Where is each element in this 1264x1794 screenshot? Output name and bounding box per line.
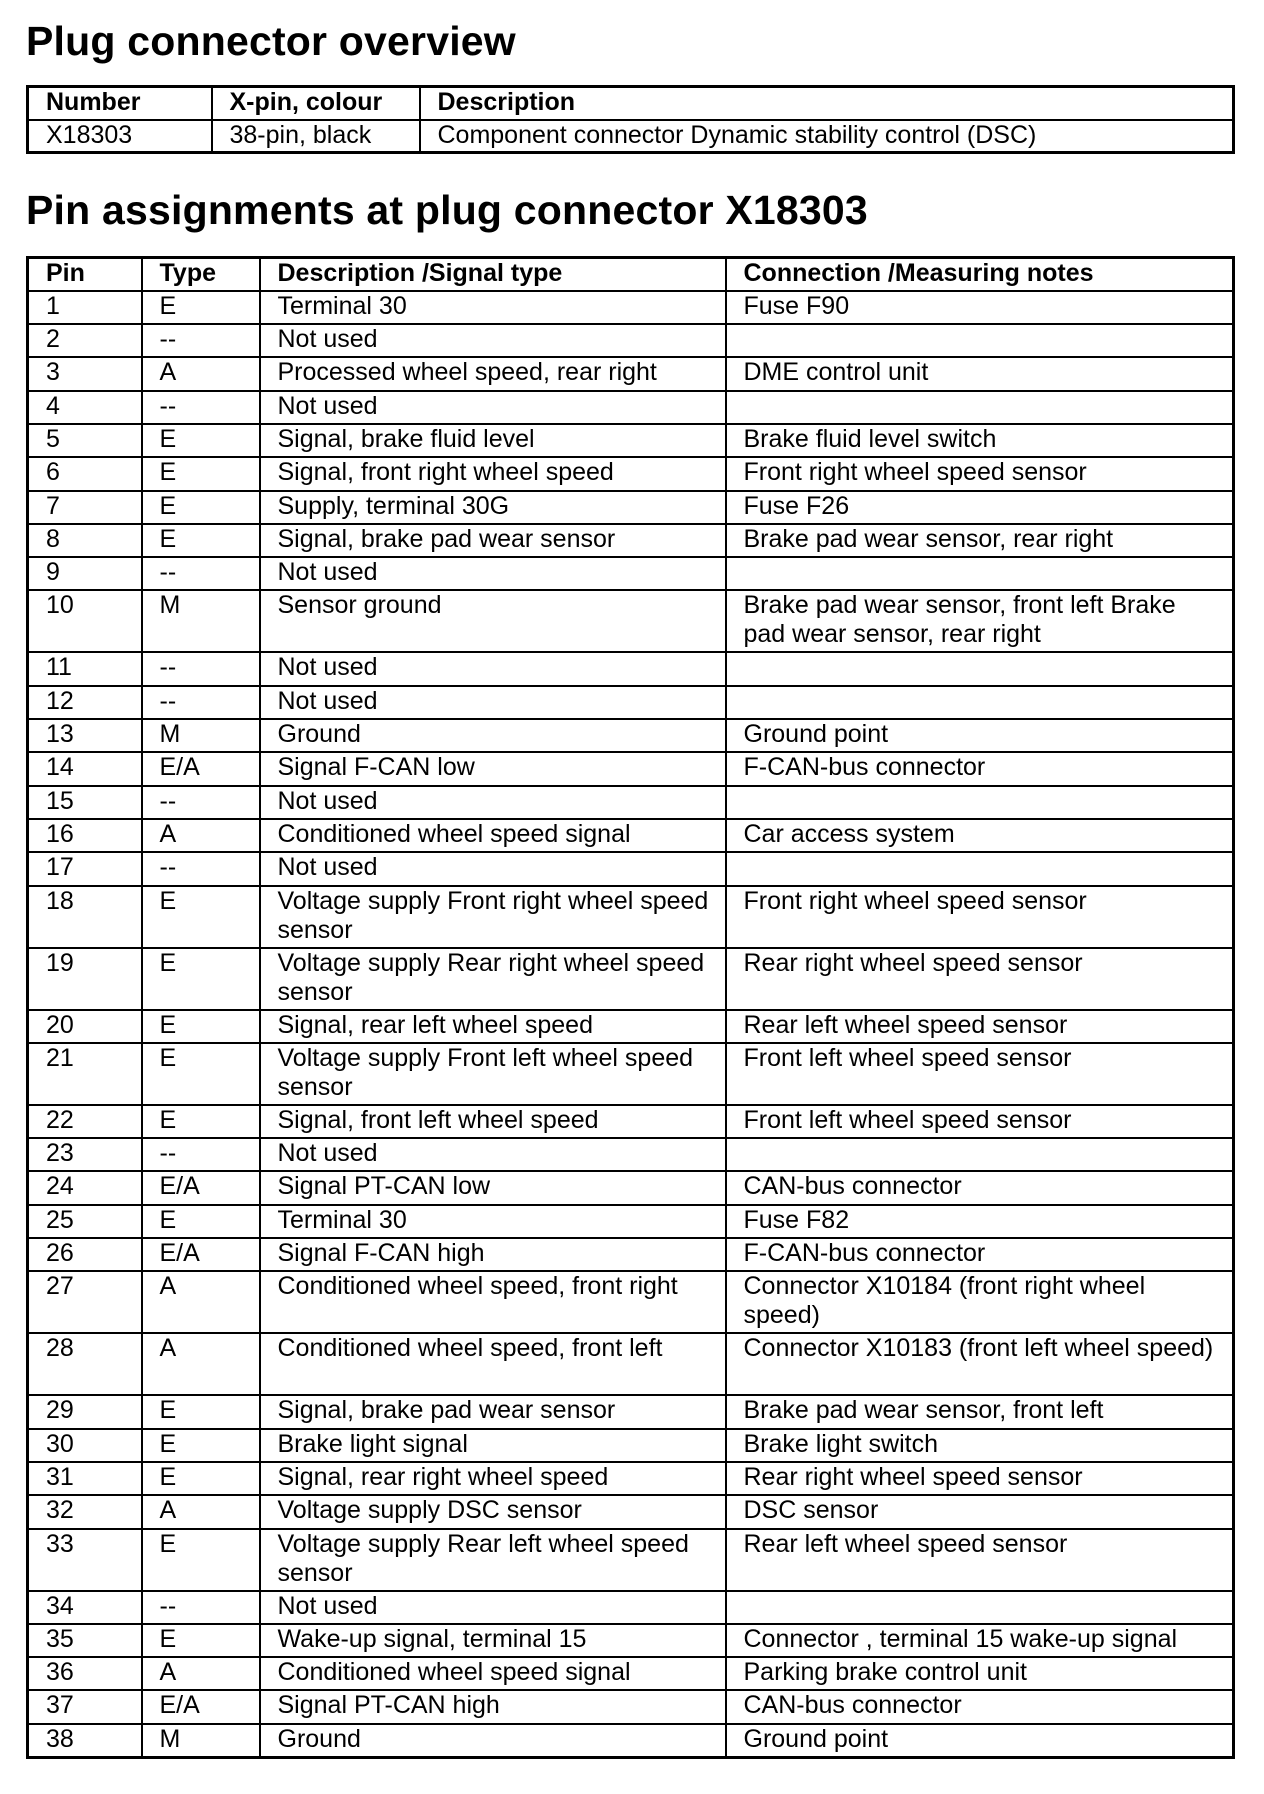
pin-row (28, 590, 1234, 652)
pin-connection-notes: Front right wheel speed sensor (726, 457, 1234, 490)
pin-row (28, 1462, 1234, 1495)
pin-number: 21 (28, 1043, 142, 1105)
connector-number: X18303 (28, 120, 212, 153)
pin-row (28, 948, 1234, 1010)
pin-row (28, 424, 1234, 457)
pin-connection-notes: Fuse F82 (726, 1205, 1234, 1238)
pin-type: A (142, 1333, 260, 1395)
pin-connection-notes (726, 652, 1234, 685)
pin-row (28, 1238, 1234, 1271)
pin-signal-description: Not used (260, 391, 726, 424)
pin-signal-description: Not used (260, 852, 726, 885)
pin-number: 9 (28, 557, 142, 590)
pin-signal-description: Signal, brake pad wear sensor (260, 1395, 726, 1428)
pin-number: 16 (28, 819, 142, 852)
pin-connection-notes: Rear right wheel speed sensor (726, 1462, 1234, 1495)
pin-signal-description: Not used (260, 324, 726, 357)
pin-signal-description: Signal, front left wheel speed (260, 1105, 726, 1138)
pin-signal-description: Conditioned wheel speed signal (260, 819, 726, 852)
pin-signal-description: Processed wheel speed, rear right (260, 357, 726, 390)
pin-row (28, 1333, 1234, 1395)
pin-header-row (28, 258, 1234, 291)
pin-row (28, 852, 1234, 885)
pin-connection-notes (726, 686, 1234, 719)
pin-signal-description: Terminal 30 (260, 1205, 726, 1238)
pin-connection-notes (726, 557, 1234, 590)
pin-type: E (142, 1043, 260, 1105)
pin-signal-description: Not used (260, 1591, 726, 1624)
connector-pins-colour: 38-pin, black (212, 120, 420, 153)
pin-row (28, 1205, 1234, 1238)
header-description: Description (420, 87, 1234, 120)
pin-signal-description: Signal F-CAN low (260, 752, 726, 785)
pin-connection-notes: Car access system (726, 819, 1234, 852)
pin-row (28, 1724, 1234, 1757)
pin-number: 13 (28, 719, 142, 752)
pin-signal-description: Signal, brake fluid level (260, 424, 726, 457)
pin-type: E (142, 1429, 260, 1462)
overview-title: Plug connector overview (26, 18, 516, 64)
pin-signal-description: Signal PT-CAN high (260, 1690, 726, 1723)
pin-connection-notes: Front left wheel speed sensor (726, 1105, 1234, 1138)
pin-connection-notes: Brake pad wear sensor, front left Brake pad wear sensor, rear right (726, 590, 1234, 652)
pin-row (28, 324, 1234, 357)
header-type: Type (142, 258, 260, 291)
pin-connection-notes: Brake pad wear sensor, rear right (726, 524, 1234, 557)
pin-signal-description: Supply, terminal 30G (260, 491, 726, 524)
pin-row (28, 819, 1234, 852)
pin-row (28, 652, 1234, 685)
pin-row (28, 557, 1234, 590)
pin-number: 10 (28, 590, 142, 652)
pin-connection-notes: CAN-bus connector (726, 1171, 1234, 1204)
pin-signal-description: Signal F-CAN high (260, 1238, 726, 1271)
pin-connection-notes: Connector X10184 (front right wheel speed) (726, 1271, 1234, 1333)
pin-row (28, 1105, 1234, 1138)
pin-connection-notes: Connector X10183 (front left wheel speed) (726, 1333, 1234, 1395)
pin-connection-notes (726, 391, 1234, 424)
pin-type: E (142, 291, 260, 324)
pin-connection-notes: Fuse F26 (726, 491, 1234, 524)
pin-row (28, 1138, 1234, 1171)
pin-number: 26 (28, 1238, 142, 1271)
pin-number: 17 (28, 852, 142, 885)
pin-connection-notes (726, 786, 1234, 819)
pin-type: E (142, 948, 260, 1010)
pin-row (28, 1657, 1234, 1690)
pin-type: E (142, 524, 260, 557)
pin-number: 1 (28, 291, 142, 324)
pin-type: -- (142, 652, 260, 685)
pin-number: 11 (28, 652, 142, 685)
pin-connection-notes: Fuse F90 (726, 291, 1234, 324)
pin-signal-description: Terminal 30 (260, 291, 726, 324)
pin-row (28, 1395, 1234, 1428)
pin-number: 15 (28, 786, 142, 819)
pin-number: 2 (28, 324, 142, 357)
pin-type: -- (142, 1138, 260, 1171)
header-xpin-colour: X-pin, colour (212, 87, 420, 120)
pin-signal-description: Signal, rear right wheel speed (260, 1462, 726, 1495)
pin-type: E (142, 1205, 260, 1238)
pin-number: 31 (28, 1462, 142, 1495)
header-connection-notes: Connection /Measuring notes (726, 258, 1234, 291)
pin-type: -- (142, 686, 260, 719)
pin-signal-description: Conditioned wheel speed, front right (260, 1271, 726, 1333)
pin-signal-description: Voltage supply Front left wheel speed sensor (260, 1043, 726, 1105)
pin-type: -- (142, 324, 260, 357)
pin-row (28, 391, 1234, 424)
pin-number: 24 (28, 1171, 142, 1204)
pin-type: A (142, 819, 260, 852)
pin-number: 4 (28, 391, 142, 424)
pin-connection-notes: Connector , terminal 15 wake-up signal (726, 1624, 1234, 1657)
pin-row (28, 1171, 1234, 1204)
pin-type: E/A (142, 1690, 260, 1723)
pin-row (28, 1529, 1234, 1591)
pin-signal-description: Not used (260, 686, 726, 719)
pin-connection-notes: Front right wheel speed sensor (726, 886, 1234, 948)
pin-connection-notes: Rear left wheel speed sensor (726, 1010, 1234, 1043)
pin-number: 29 (28, 1395, 142, 1428)
pin-number: 12 (28, 686, 142, 719)
pin-type: A (142, 1495, 260, 1528)
pin-connection-notes: Front left wheel speed sensor (726, 1043, 1234, 1105)
pin-number: 7 (28, 491, 142, 524)
pin-type: E (142, 457, 260, 490)
pin-signal-description: Signal, rear left wheel speed (260, 1010, 726, 1043)
pin-type: E/A (142, 1238, 260, 1271)
pin-number: 30 (28, 1429, 142, 1462)
pin-signal-description: Voltage supply Rear right wheel speed sensor (260, 948, 726, 1010)
pin-signal-description: Not used (260, 557, 726, 590)
pin-type: E/A (142, 752, 260, 785)
header-signal-description: Description /Signal type (260, 258, 726, 291)
pin-signal-description: Conditioned wheel speed, front left (260, 1333, 726, 1395)
header-number: Number (28, 87, 212, 120)
pin-row (28, 1271, 1234, 1333)
pin-type: E (142, 1624, 260, 1657)
pin-type: E (142, 1529, 260, 1591)
pin-signal-description: Signal, front right wheel speed (260, 457, 726, 490)
pin-row (28, 1690, 1234, 1723)
pin-assignments-title: Pin assignments at plug connector X18303 (26, 187, 868, 233)
pin-signal-description: Voltage supply Front right wheel speed sensor (260, 886, 726, 948)
pin-number: 34 (28, 1591, 142, 1624)
pin-connection-notes: F-CAN-bus connector (726, 752, 1234, 785)
pin-type: -- (142, 557, 260, 590)
pin-type: M (142, 1724, 260, 1757)
pin-signal-description: Not used (260, 652, 726, 685)
pin-signal-description: Sensor ground (260, 590, 726, 652)
pin-connection-notes: Ground point (726, 1724, 1234, 1757)
pin-type: A (142, 1271, 260, 1333)
pin-type: E (142, 886, 260, 948)
pin-row (28, 786, 1234, 819)
pin-row (28, 491, 1234, 524)
pin-number: 22 (28, 1105, 142, 1138)
pin-connection-notes (726, 324, 1234, 357)
pin-type: E (142, 424, 260, 457)
pin-number: 18 (28, 886, 142, 948)
pin-signal-description: Signal, brake pad wear sensor (260, 524, 726, 557)
pin-type: M (142, 590, 260, 652)
pin-connection-notes: CAN-bus connector (726, 1690, 1234, 1723)
pin-connection-notes (726, 1591, 1234, 1624)
pin-number: 28 (28, 1333, 142, 1395)
pin-type: -- (142, 786, 260, 819)
pin-row (28, 1591, 1234, 1624)
pin-number: 19 (28, 948, 142, 1010)
pin-connection-notes (726, 1138, 1234, 1171)
pin-type: M (142, 719, 260, 752)
overview-row (28, 120, 1234, 153)
pin-row (28, 357, 1234, 390)
pin-row (28, 1495, 1234, 1528)
pin-signal-description: Voltage supply DSC sensor (260, 1495, 726, 1528)
pin-connection-notes: Rear right wheel speed sensor (726, 948, 1234, 1010)
pin-number: 20 (28, 1010, 142, 1043)
pin-type: -- (142, 852, 260, 885)
pin-number: 23 (28, 1138, 142, 1171)
pin-row (28, 1624, 1234, 1657)
pin-row (28, 886, 1234, 948)
pin-row (28, 1043, 1234, 1105)
pin-signal-description: Not used (260, 1138, 726, 1171)
pin-signal-description: Wake-up signal, terminal 15 (260, 1624, 726, 1657)
pin-number: 33 (28, 1529, 142, 1591)
pin-row (28, 719, 1234, 752)
pin-type: E (142, 1010, 260, 1043)
pin-number: 38 (28, 1724, 142, 1757)
pin-signal-description: Signal PT-CAN low (260, 1171, 726, 1204)
pin-row (28, 457, 1234, 490)
pin-row (28, 524, 1234, 557)
pin-number: 6 (28, 457, 142, 490)
pin-type: -- (142, 391, 260, 424)
pin-type: A (142, 1657, 260, 1690)
connector-overview-table (26, 85, 1235, 154)
pin-number: 8 (28, 524, 142, 557)
pin-number: 3 (28, 357, 142, 390)
pin-type: E (142, 1395, 260, 1428)
pin-connection-notes (726, 852, 1234, 885)
pin-type: A (142, 357, 260, 390)
header-pin: Pin (28, 258, 142, 291)
pin-number: 37 (28, 1690, 142, 1723)
pin-number: 25 (28, 1205, 142, 1238)
pin-number: 5 (28, 424, 142, 457)
pin-assignments-table (26, 256, 1235, 1759)
pin-connection-notes: DME control unit (726, 357, 1234, 390)
pin-signal-description: Brake light signal (260, 1429, 726, 1462)
pin-connection-notes: Ground point (726, 719, 1234, 752)
pin-signal-description: Conditioned wheel speed signal (260, 1657, 726, 1690)
pin-number: 35 (28, 1624, 142, 1657)
pin-row (28, 1010, 1234, 1043)
overview-header-row (28, 87, 1234, 120)
pin-signal-description: Voltage supply Rear left wheel speed sensor (260, 1529, 726, 1591)
pin-row (28, 752, 1234, 785)
pin-connection-notes: Brake fluid level switch (726, 424, 1234, 457)
pin-connection-notes: Brake light switch (726, 1429, 1234, 1462)
pin-number: 32 (28, 1495, 142, 1528)
pin-number: 14 (28, 752, 142, 785)
pin-number: 36 (28, 1657, 142, 1690)
pin-row (28, 686, 1234, 719)
pin-connection-notes: F-CAN-bus connector (726, 1238, 1234, 1271)
pin-connection-notes: Brake pad wear sensor, front left (726, 1395, 1234, 1428)
pin-type: -- (142, 1591, 260, 1624)
pin-signal-description: Ground (260, 1724, 726, 1757)
pin-connection-notes: Rear left wheel speed sensor (726, 1529, 1234, 1591)
pin-row (28, 291, 1234, 324)
pin-row (28, 1429, 1234, 1462)
pin-type: E (142, 1105, 260, 1138)
pin-type: E (142, 1462, 260, 1495)
pin-type: E (142, 491, 260, 524)
pin-signal-description: Ground (260, 719, 726, 752)
connector-description: Component connector Dynamic stability control (DSC) (420, 120, 1234, 153)
pin-type: E/A (142, 1171, 260, 1204)
pin-connection-notes: Parking brake control unit (726, 1657, 1234, 1690)
pin-signal-description: Not used (260, 786, 726, 819)
pin-connection-notes: DSC sensor (726, 1495, 1234, 1528)
pin-number: 27 (28, 1271, 142, 1333)
